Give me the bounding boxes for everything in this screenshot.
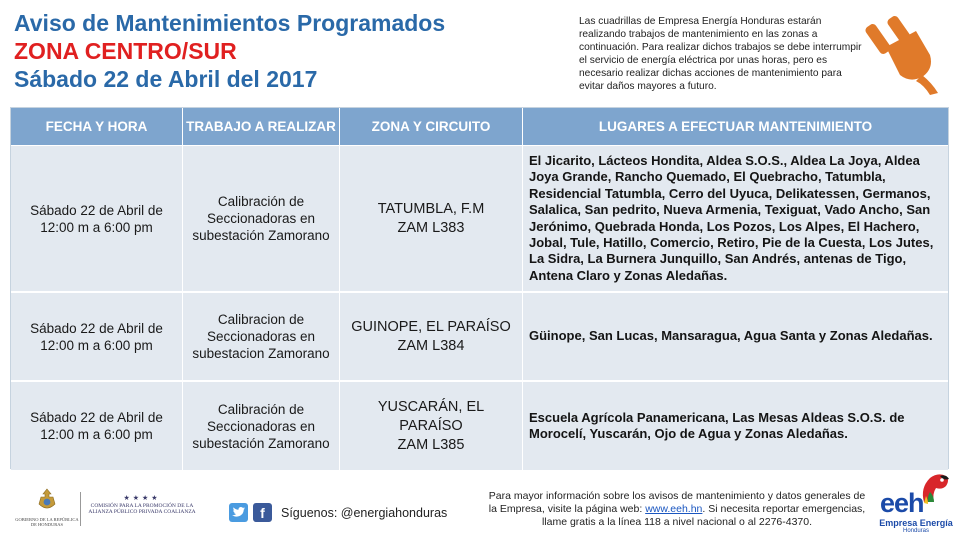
work-cell: Calibración de Seccionadoras en subestación Zamorano — [183, 146, 340, 291]
social-links — [229, 503, 447, 522]
footer-info-text: Para mayor información sobre los avisos de mantenimiento y datos generales de la Empresa, visite la página web: — [488, 490, 866, 515]
column-header: TRABAJO A REALIZAR — [183, 108, 340, 145]
places-cell: El Jicarito, Lácteos Hondita, Aldea S.O.S., Aldea La Joya, Aldea Joya Grande, Rancho Quemado, El Quebracho, Tatumbla, Residencial Tatumbla, Cerro del Uyuca, Delikatessen, Germanos, Salalica, San pedrito, Nueva Armenia, Texiguat, Vado Ancho, San Jerónimo, Quebrada Honda, Los Pozos, Los Alpes, El Hachero, Jobal, Tule, Hatillo, Comercio, Retiro, Pie de la Cuesta, Los Jutes, La Sidra, La Burnera Junquillo, San Andrés, antenas de Tigo, Antena Claro y Zonas Aledañas. — [529, 152, 934, 283]
footer-info — [487, 490, 867, 529]
zone-text: YUSCARÁN, EL PARAÍSO — [377, 398, 485, 434]
brand-name: Empresa Energía — [879, 518, 953, 528]
brand-country: Honduras — [902, 528, 929, 534]
footer-info-text-2: . Si necesita reportar emergencias, llame gratis a la línea 118 a nivel nacional o al 2276-4370. — [541, 503, 866, 528]
page-title: Aviso de Mantenimientos Programados — [14, 10, 446, 36]
places-cell: Escuela Agrícola Panamericana, Las Mesas Aldeas S.O.S. de Morocelí, Yuscarán, Ojo de Agua y Zonas Aledañas. — [529, 409, 905, 441]
work-cell: Calibracion de Seccionadoras en subestacion Zamorano — [183, 293, 340, 380]
circuit-text: ZAM L384 — [397, 337, 465, 354]
twitter-icon[interactable] — [229, 503, 248, 522]
table-row — [11, 146, 948, 291]
maintenance-table — [10, 107, 949, 469]
date-title: Sábado 22 de Abril del 2017 — [14, 66, 318, 92]
circuit-text: ZAM L383 — [397, 219, 465, 236]
zone-circuit-cell — [340, 146, 523, 291]
facebook-icon[interactable]: f — [253, 503, 272, 522]
title-block — [14, 9, 534, 93]
table-row — [11, 382, 948, 470]
column-header: FECHA Y HORA — [11, 108, 183, 145]
plug-icon — [864, 11, 948, 95]
eeh-wordmark: eeh — [880, 488, 924, 518]
date-time-cell: Sábado 22 de Abril de 12:00 m a 6:00 pm — [11, 146, 183, 291]
coalianza-logo-text: COMISIÓN PARA LA PROMOCIÓN DE LA ALIANZA PÚBLICO PRIVADA COALIANZA — [88, 503, 196, 515]
table-row — [11, 293, 948, 380]
table-header-row — [11, 108, 948, 145]
zone-title: ZONA CENTRO/SUR — [14, 38, 237, 64]
date-time-cell: Sábado 22 de Abril de 12:00 m a 6:00 pm — [11, 293, 183, 380]
work-cell: Calibración de Seccionadoras en subestación Zamorano — [183, 382, 340, 470]
places-cell: Güinope, San Lucas, Mansaragua, Agua Santa y Zonas Aledañas. — [529, 328, 933, 344]
circuit-text: ZAM L385 — [397, 436, 465, 453]
zone-circuit-cell — [340, 382, 523, 470]
government-logo — [15, 488, 79, 530]
intro-text: Las cuadrillas de Empresa Energía Honduras estarán realizando trabajos de mantenimiento en las zonas a continuación. Para realizar dichos trabajos se debe interrumpir el servicio de energía eléctrica por unas horas, pero es necesario realizar dichas acciones de mantenimiento para evitar daños mayores a futuro. — [579, 16, 862, 92]
zone-text: TATUMBLA, F.M — [377, 200, 485, 217]
column-header: LUGARES A EFECTUAR MANTENIMIENTO — [598, 119, 873, 134]
social-handle[interactable]: Síguenos: @energiahonduras — [281, 505, 448, 520]
website-link[interactable]: www.eeh.hn — [645, 503, 703, 515]
eeh-logo — [876, 470, 956, 536]
date-time-cell: Sábado 22 de Abril de 12:00 m a 6:00 pm — [11, 382, 183, 470]
footer-divider — [80, 492, 81, 526]
column-header: ZONA Y CIRCUITO — [340, 108, 523, 145]
coalianza-logo — [84, 495, 200, 515]
stars-icon: ★★★★ — [123, 495, 161, 502]
coat-of-arms-icon — [35, 488, 59, 512]
government-logo-text: GOBIERNO DE LA REPÚBLICA DE HONDURAS — [15, 517, 79, 527]
zone-circuit-cell — [340, 293, 523, 380]
zone-text: GUINOPE, EL PARAÍSO — [351, 318, 511, 335]
